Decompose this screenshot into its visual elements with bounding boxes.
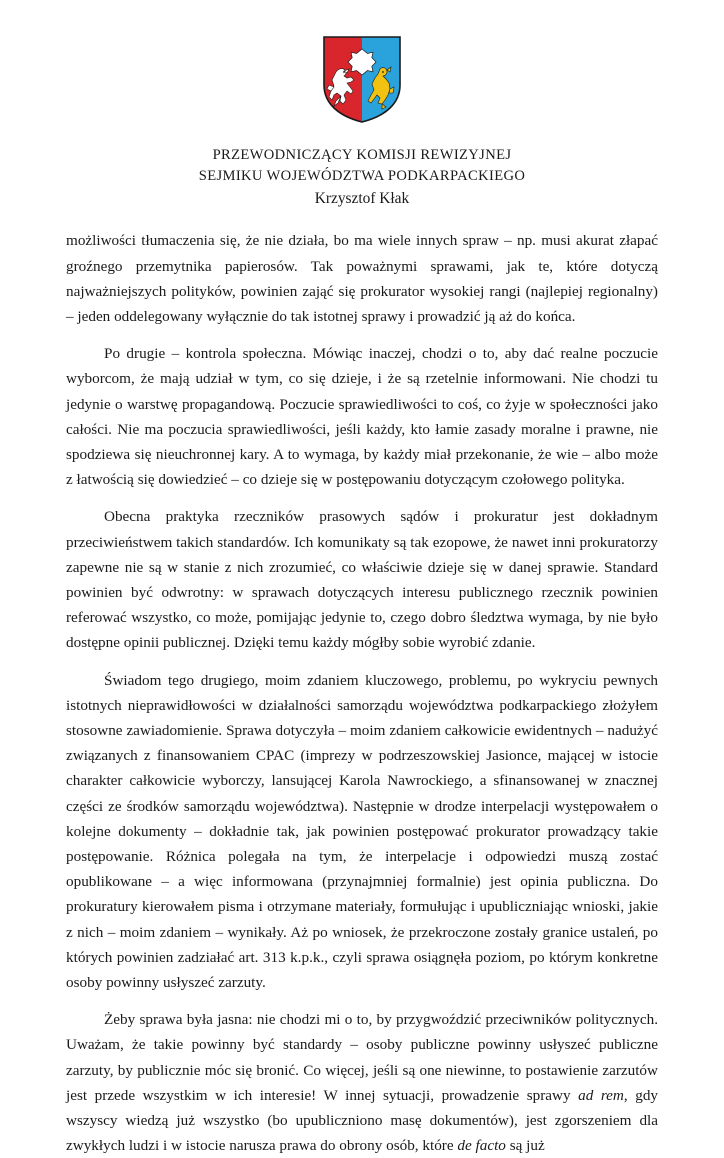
- paragraph: [66, 504, 658, 655]
- letterhead: [0, 145, 724, 210]
- paragraph: [66, 341, 658, 492]
- text-run: Obecna praktyka rzeczników prasowych sądów i prokuratur jest dokładnym przeciwieństwem takich standardów. Ich komunikaty są tak ezopowe, że nawet inni prokuratorzy zapewne nie są w stanie z nich zrozumieć, co właściwie dzieje się w danej sprawie. Standard powinien być odwrotny: w sprawach dotyczących interesu publicznego rzecznik powinien referować wszystko, co może, pomijając jedynie to, czego dobro śledztwa wymaga, by nie było dostępne opinii publicznej. Dzięki temu każdy mógłby sobie wyrobić zdanie.: [66, 508, 658, 652]
- paragraph: [66, 228, 658, 329]
- text-run: są już: [505, 1137, 545, 1155]
- italic-phrase: ad rem: [578, 1086, 624, 1104]
- letterhead-line-role: PRZEWODNICZĄCY KOMISJI REWIZYJNEJ: [212, 147, 512, 163]
- text-run: możliwości tłumaczenia się, że nie działa, bo ma wiele innych spraw – np. musi akurat złapać groźnego przemytnika papierosów. Tak poważnymi sprawami, jak te, które dotyczą najważniejszych polityków, powinien zająć się prokurator wysokiej rangi (najlepiej regionalny) – jeden oddelegowany wyłącznie do tak istotnej sprawy i prowadzić ją aż do końca.: [66, 232, 658, 325]
- document-body: [66, 210, 658, 1158]
- paragraph: [66, 1007, 658, 1158]
- coat-of-arms-podkarpackie-icon: [320, 33, 404, 125]
- paragraph: [66, 668, 658, 996]
- text-run: Po drugie – kontrola społeczna. Mówiąc inaczej, chodzi o to, aby dać realne poczucie wyborcom, że mają udział w tym, co się dzieje, i że są rzetelnie informowani. Nie chodzi tu jedynie o warstwę propagandową. Poczucie sprawiedliwości to coś, co żyje w społeczności jako całości. Nie ma poczucia sprawiedliwości, jeśli każdy, kto łamie zasady moralne i prawne, nie spodziewa się nieuchronnej kary. A to wymaga, by każdy miał przekonanie, że wie – albo może z łatwością się dowiedzieć – co dzieje się w postępowaniu dotyczącym czołowego polityka.: [66, 345, 658, 489]
- text-run: Świadom tego drugiego, moim zdaniem kluczowego, problemu, po wykryciu pewnych istotnych nieprawidłowości w działalności samorządu województwa podkarpackiego złożyłem stosowne zawiadomienie. Sprawa dotyczyła – moim zdaniem całkowicie ewidentnych – nadużyć związanych z finansowaniem CPAC (imprezy w podrzeszowskiej Jasionce, mającej w istocie charakter całkowicie wyborczy, lansującej Karola Nawrockiego, a sfinansowanej w znacznej części ze środków samorządu województwa). Następnie w drodze interpelacji występowałem o kolejne dokumenty – dokładnie tak, jak powinien postępować prokurator prowadzący takie postępowanie. Różnica polegała na tym, że interpelacje i odpowiedzi muszą zostać opublikowane – a więc informowana (przynajmniej formalnie) jest opinia publiczna. Do prokuratury kierowałem pisma i otrzymane materiały, formułując i upubliczniając wnioski, jakie z nich – moim zdaniem – wynikały. Aż po wniosek, że przekroczone zostały granice ustaleń, po których powinien zadziałać art. 313 k.p.k., czyli sprawa osiągnęła poziom, po którym konkretne osoby powinny usłyszeć zarzuty.: [66, 671, 658, 991]
- letterhead-line-institution: SEJMIKU WOJEWÓDZTWA PODKARPACKIEGO: [198, 167, 526, 184]
- text-run: Żeby sprawa była jasna: nie chodzi mi o to, by przygwoździć przeciwników politycznych. Uważam, że takie powinny być standardy – osoby publiczne powinny usłyszeć publiczne zarzuty, by publicznie móc się bronić. Co więcej, jeśli są one niewinne, to postawienie zarzutów jest przede wszystkim w ich interesie! W innej sytuacji, prowadzenie sprawy: [66, 1011, 658, 1104]
- coat-of-arms-container: [0, 0, 724, 125]
- italic-phrase: de facto: [457, 1137, 506, 1155]
- text-run: , gdy wszyscy wiedzą już wszystko (bo upubliczniono masę dokumentów), jest zgorszeniem dla zwykłych ludzi i w istocie narusza prawa do obrony osób, które: [66, 1086, 659, 1155]
- letterhead-line-name: Krzysztof Kłak: [314, 190, 410, 208]
